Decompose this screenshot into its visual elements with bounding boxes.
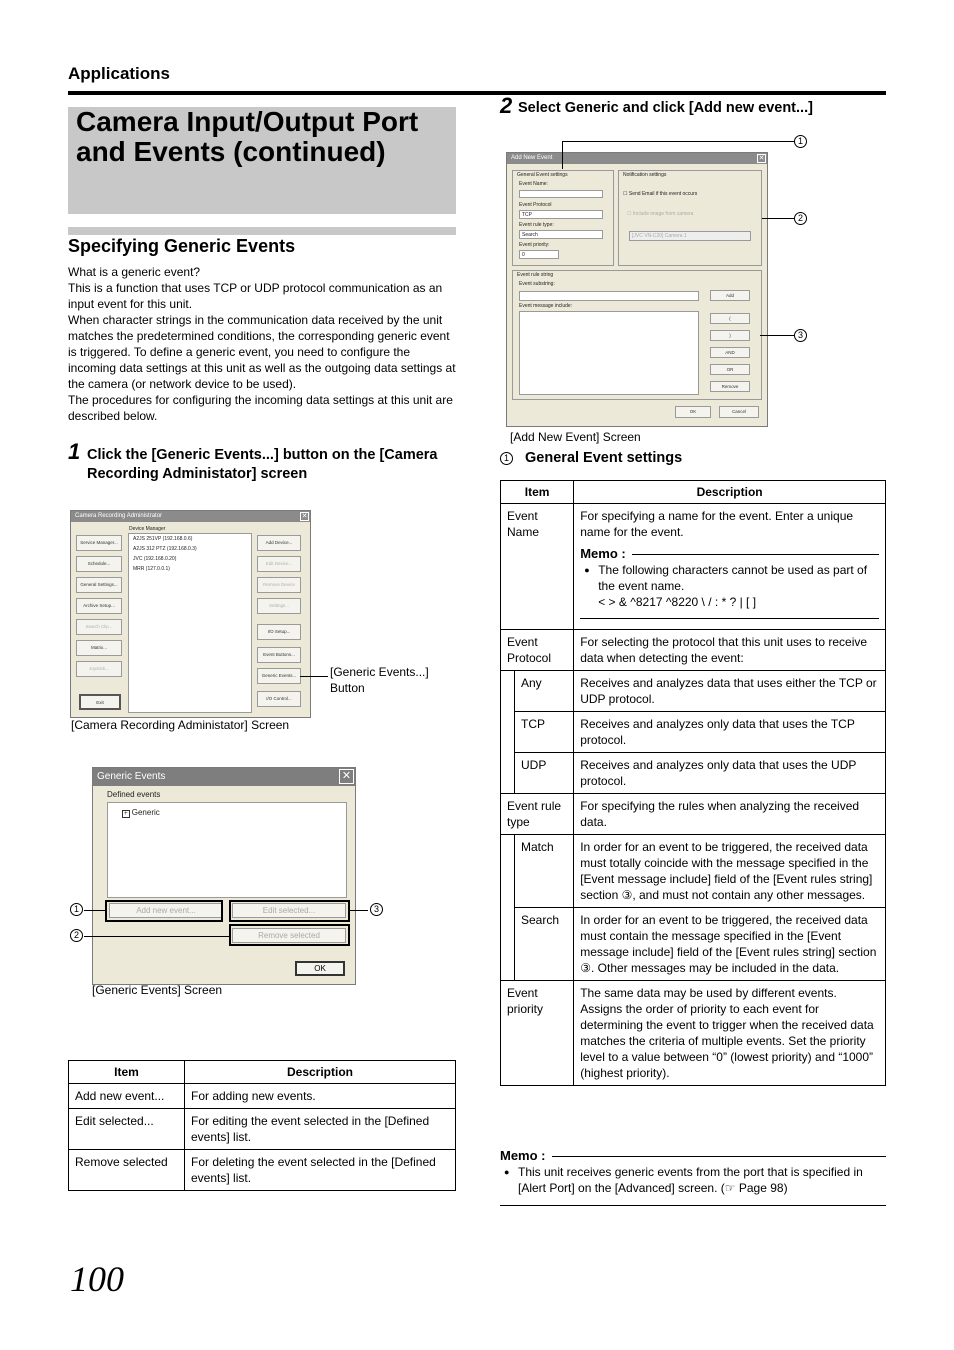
cell-item: Event rule type <box>501 794 574 835</box>
callout-line <box>562 141 563 169</box>
rule-type-select[interactable]: Search <box>519 230 603 239</box>
table-row <box>69 1109 456 1150</box>
table-row <box>69 1150 456 1191</box>
intro-line: When character strings in the communication data received by the unit matches the predetermined conditions, the corresponding generic event is triggered. To define a generic event, you need to configure the incoming data settings at this unit as well as the outgoing data settings at the camera (or network device to be used). <box>68 313 456 391</box>
cell-item: TCP <box>515 712 574 753</box>
add-new-event-button[interactable]: Add new event... <box>109 903 223 918</box>
include-image-checkbox[interactable]: ☐ Include image from camera <box>627 211 694 217</box>
schedule-button[interactable]: Schedule... <box>76 556 122 572</box>
memo-rule <box>580 618 879 619</box>
priority-field[interactable]: 0 <box>519 250 559 259</box>
cell-item: Edit selected... <box>69 1109 185 1150</box>
add-button[interactable]: Add <box>710 290 750 301</box>
cell-description: Receives and analyzes only data that uses the TCP protocol. <box>574 712 886 753</box>
cell-description: For adding new events. <box>185 1084 456 1109</box>
substring-field[interactable] <box>519 291 699 301</box>
indent-cell <box>501 835 515 981</box>
generic-events-button[interactable]: Generic Events... <box>257 668 301 684</box>
remove-button[interactable]: Remove <box>710 381 750 392</box>
general-heading <box>500 450 682 466</box>
bottom-memo <box>500 1148 886 1206</box>
header-item: Item <box>69 1061 185 1084</box>
cell-description: In order for an event to be triggered, the received data must contain the message specified in the [Event message include] field of the [Event rules string] section ③. Other messages may be included in the data. <box>574 908 886 981</box>
marker-3: 3 <box>794 329 807 342</box>
generic-events-callout: [Generic Events...] Button <box>330 665 429 695</box>
rule-string-label: Event rule string <box>517 272 554 278</box>
title-box <box>68 107 456 214</box>
general-settings-table <box>500 480 886 1086</box>
table-row <box>501 835 886 908</box>
ge-window <box>92 767 356 985</box>
callout-line <box>300 676 328 677</box>
cell-description: For editing the event selected in the [Defined events] list. <box>185 1109 456 1150</box>
protocol-select[interactable]: TCP <box>519 210 603 219</box>
remove-device-button[interactable]: Remove Device <box>257 577 301 593</box>
table-row <box>501 671 886 712</box>
callout-line <box>760 335 794 336</box>
table-header-row <box>69 1061 456 1084</box>
camera-select[interactable]: [JVC VN-C20] Camera 1 <box>629 231 751 241</box>
device-item[interactable]: MRR (127.0.0.1) <box>133 566 170 572</box>
cell-description: In order for an event to be triggered, the received data must totally coincide with the message specified in the [Event message include] field of the [Event rules string] section ③, and must not contain any other messages. <box>574 835 886 908</box>
header-description: Description <box>574 481 886 504</box>
table-row <box>501 712 886 753</box>
notification-group-label: Notification settings <box>623 172 667 178</box>
step-text: Click the [Generic Events...] button on the [Camera Recording Administator] screen <box>87 447 438 482</box>
ane-caption: [Add New Event] Screen <box>510 430 641 444</box>
general-group <box>512 170 614 266</box>
rule-type-label: Event rule type: <box>519 222 554 228</box>
cell-item: Event priority <box>501 981 574 1086</box>
add-device-button[interactable]: Add Device... <box>257 535 301 551</box>
ane-window <box>506 152 768 427</box>
memo-rule <box>500 1205 886 1206</box>
table-row <box>501 981 886 1086</box>
marker-3: 3 <box>370 903 383 916</box>
event-buttons-button[interactable]: Event Buttons... <box>257 647 301 663</box>
marker-1: 1 <box>500 452 513 465</box>
step-text: Select Generic and click [Add new event...] <box>518 100 813 116</box>
service-manager-button[interactable]: Service Manager... <box>76 535 122 551</box>
page-number: 100 <box>70 1259 124 1299</box>
cell-item: Event Protocol <box>501 630 574 671</box>
archive-setup-button[interactable]: Archive Setup... <box>76 598 122 614</box>
notification-group <box>618 170 762 266</box>
device-tree[interactable] <box>128 533 252 713</box>
send-email-checkbox[interactable]: ☐ Send Email if this event occurs <box>623 191 698 197</box>
general-heading-text: General Event settings <box>525 450 683 466</box>
ok-button[interactable]: OK <box>675 406 711 418</box>
io-control-button[interactable]: I/O Control... <box>257 691 301 707</box>
defined-events-list[interactable] <box>107 802 347 898</box>
callout-line <box>350 910 368 911</box>
step-number: 2 <box>500 93 513 118</box>
cell-item: Event Name <box>501 504 574 630</box>
general-group-label: General Event settings <box>517 172 568 178</box>
header-item: Item <box>501 481 574 504</box>
cra-titlebar: Camera Recording Administrator ✕ <box>71 511 310 522</box>
device-item[interactable]: A2JS 251VP (192.168.0.6) <box>133 536 193 542</box>
message-include-label: Event message include: <box>519 303 573 309</box>
device-item[interactable]: A2JS 312 PTZ (192.168.0.3) <box>133 546 197 552</box>
generic-events-table <box>68 1060 456 1191</box>
memo-heading: Memo : <box>500 1148 886 1164</box>
callout-line <box>562 141 794 142</box>
event-name-desc: For specifying a name for the event. Enter a unique name for the event. <box>580 509 854 539</box>
memo-item: ● The following characters cannot be used as part of the event name. < > & ^8217 ^8220 \ / : * ? | [ ] <box>580 562 879 610</box>
message-include-field[interactable] <box>519 311 699 395</box>
cell-item: Add new event... <box>69 1084 185 1109</box>
table-row <box>501 630 886 671</box>
joystick-button[interactable]: Joystick... <box>76 661 122 677</box>
marker-2: 2 <box>70 929 83 942</box>
device-item[interactable]: JVC (192.168.0.20) <box>133 556 177 562</box>
io-setup-button[interactable]: I/O Setup... <box>257 624 301 640</box>
callout-line <box>762 218 794 219</box>
lparen-button[interactable]: ( <box>710 313 750 324</box>
marker-1: 1 <box>794 135 807 148</box>
substring-label: Event substring: <box>519 281 555 287</box>
device-manager-label: Device Manager <box>129 526 166 532</box>
priority-label: Event priority: <box>519 242 550 248</box>
highlight-remove <box>229 924 350 946</box>
subheading: Specifying Generic Events <box>68 236 296 256</box>
cra-window <box>70 510 311 718</box>
edit-selected-button[interactable]: Edit selected... <box>232 903 346 918</box>
cell-item: Search <box>515 908 574 981</box>
highlight-edit <box>229 900 350 922</box>
search-clip-button[interactable]: Search Clip... <box>76 619 122 635</box>
step-number: 1 <box>68 439 81 464</box>
cell-description: For deleting the event selected in the [Defined events] list. <box>185 1150 456 1191</box>
event-name-label: Event Name: <box>519 181 548 187</box>
cell-description <box>574 504 886 630</box>
cell-description: For specifying the rules when analyzing the received data. <box>574 794 886 835</box>
ge-titlebar: Generic Events ✕ <box>93 768 355 786</box>
intro-line: The procedures for configuring the incoming data settings at this unit are described below. <box>68 393 453 423</box>
table-row <box>501 753 886 794</box>
table-row <box>501 794 886 835</box>
top-rule <box>68 91 886 95</box>
page-title: Camera Input/Output Port and Events (continued) <box>76 106 419 167</box>
intro-text <box>68 264 456 424</box>
marker-1: 1 <box>70 903 83 916</box>
indent-cell <box>501 671 515 794</box>
remove-selected-button[interactable]: Remove selected <box>232 928 346 943</box>
intro-line: What is a generic event? <box>68 265 201 279</box>
ane-titlebar: Add New Event ✕ <box>507 153 767 164</box>
grey-rule <box>68 227 456 235</box>
table-row <box>501 908 886 981</box>
cell-description: Receives and analyzes only data that uses the UDP protocol. <box>574 753 886 794</box>
cell-item: Any <box>515 671 574 712</box>
edit-device-button[interactable]: Edit Device... <box>257 556 301 572</box>
matrix-button[interactable]: Matrix... <box>76 640 122 656</box>
cell-description: Receives and analyzes data that uses either the TCP or UDP protocol. <box>574 671 886 712</box>
step-1 <box>68 439 456 484</box>
event-protocol-label: Event Protocol <box>519 202 552 208</box>
and-button[interactable]: AND <box>710 347 750 358</box>
marker-2: 2 <box>794 212 807 225</box>
defined-events-label: Defined events <box>107 790 161 799</box>
generic-item[interactable]: + Generic <box>124 808 160 817</box>
ge-caption: [Generic Events] Screen <box>92 983 223 997</box>
memo-heading: Memo : <box>580 546 879 562</box>
general-settings-button[interactable]: General Settings... <box>76 577 122 593</box>
memo-item: ● This unit receives generic events from the port that is specified in [Alert Port] on the [Advanced] screen. (☞ Page 98) <box>500 1164 886 1196</box>
event-name-field[interactable] <box>519 190 603 198</box>
close-icon[interactable]: ✕ <box>758 155 765 162</box>
cell-description: The same data may be used by different events. Assigns the order of priority to each event for determining the event to trigger when the received data matches the criteria of multiple events. Set the priority level to a value between “0” (lowest priority) and “1000” (highest priority). <box>574 981 886 1086</box>
table-row <box>501 504 886 630</box>
callout-line <box>84 910 105 911</box>
ok-button[interactable]: OK <box>295 961 345 976</box>
rule-string-group <box>512 270 762 400</box>
table-row <box>69 1084 456 1109</box>
settings-button[interactable]: Settings... <box>257 598 301 614</box>
intro-line: This is a function that uses TCP or UDP protocol communication as an input event for this unit. <box>68 281 443 311</box>
header-description: Description <box>185 1061 456 1084</box>
rparen-button[interactable]: ) <box>710 330 750 341</box>
cell-item: Remove selected <box>69 1150 185 1191</box>
callout-line <box>84 936 229 937</box>
table-header-row <box>501 481 886 504</box>
section-title: Applications <box>68 64 171 83</box>
cell-item: Match <box>515 835 574 908</box>
exit-button[interactable]: Exit <box>79 694 121 710</box>
step-2 <box>500 93 813 118</box>
close-icon[interactable]: ✕ <box>301 513 308 520</box>
highlight-add <box>105 900 223 922</box>
cell-item: UDP <box>515 753 574 794</box>
cra-caption: [Camera Recording Administator] Screen <box>71 718 290 732</box>
close-icon[interactable]: ✕ <box>339 769 354 784</box>
cancel-button[interactable]: Cancel <box>719 406 759 418</box>
cell-description: For selecting the protocol that this unit uses to receive data when detecting the event: <box>574 630 886 671</box>
or-button[interactable]: OR <box>710 364 750 375</box>
